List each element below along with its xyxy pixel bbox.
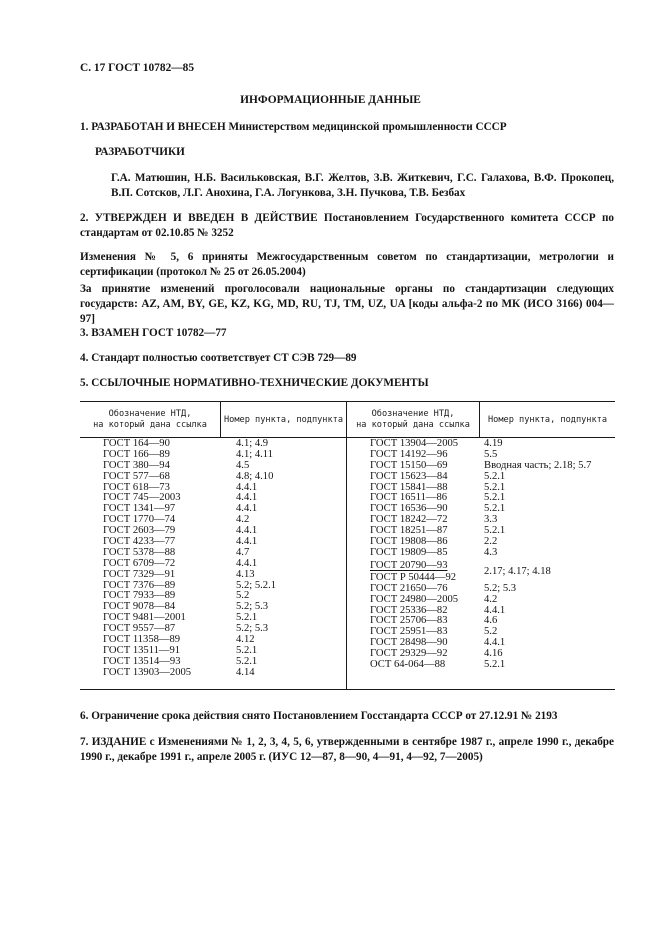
table-cell: 4.1; 4.11 — [236, 448, 273, 460]
table-cell: 5.2.1 — [484, 525, 506, 537]
right-clause-column — [484, 439, 591, 671]
table-cell: ГОСТ 13511—91 — [103, 644, 181, 656]
section-number: 5. — [80, 377, 89, 389]
section-1 — [80, 121, 507, 133]
table-cell: 3.3 — [484, 514, 498, 526]
table-cell: ГОСТ 11358—89 — [103, 634, 181, 646]
table-cell: 4.16 — [484, 648, 503, 660]
table-cell: ГОСТ 13903—2005 — [103, 666, 192, 678]
section-number: 1. — [80, 121, 89, 133]
section-number: 7. — [80, 736, 89, 748]
header-designation-right: Обозначение НТД, на который дана ссылка — [356, 409, 470, 430]
left-designation-column — [103, 439, 191, 679]
table-cell: 4.3 — [484, 546, 498, 558]
table-cell: 4.4.1 — [484, 604, 506, 616]
table-cell: 4.4.1 — [236, 481, 258, 493]
section-lead: РАЗРАБОТАН И ВНЕСЕН — [91, 121, 226, 133]
section-5 — [80, 377, 429, 389]
table-cell: ГОСТ 7376—89 — [103, 579, 176, 591]
table-cell: ГОСТ 6709—72 — [103, 557, 176, 569]
center-rule — [346, 401, 347, 690]
section-text: Постановлением Государственного комитета СССР по стандартам от 02.10.85 № 3252 — [80, 212, 614, 239]
page-header: С. 17 ГОСТ 10782—85 — [80, 62, 195, 74]
table-cell: ГОСТ 18251—87 — [370, 525, 448, 537]
left-clause-column — [236, 439, 276, 679]
table-cell: 4.8; 4.10 — [236, 470, 274, 482]
reference-table — [80, 401, 615, 690]
table-cell: 4.4.1 — [484, 637, 506, 649]
table-cell: 5.2.1 — [236, 655, 258, 667]
table-cell: ГОСТ 16511—86 — [370, 492, 448, 504]
table-cell: 4.14 — [236, 666, 255, 678]
developers-title: РАЗРАБОТЧИКИ — [95, 146, 185, 158]
table-cell: ГОСТ 9557—87 — [103, 623, 176, 635]
table-cell: 5.2.1 — [484, 481, 506, 493]
table-cell: ГОСТ 19808—86 — [370, 536, 448, 548]
table-cell: ГОСТ 164—90 — [103, 438, 170, 449]
table-cell: 4.2 — [236, 514, 250, 526]
changes-note: Изменения № 5, 6 приняты Межгосударственным советом по стандартизации, метрологии и сертификации (протокол № 25 от 26.05.2004) — [80, 251, 614, 278]
table-cell: 5.2.1 — [236, 612, 258, 624]
table-cell: ГОСТ 577—68 — [103, 470, 170, 482]
table-cell: 5.2 — [236, 590, 250, 602]
table-cell: ГОСТ 14192—96 — [370, 448, 448, 460]
table-cell: 4.4.1 — [236, 536, 258, 548]
table-cell: 4.2 — [484, 593, 498, 605]
section-text: Стандарт полностью соответствует СТ СЭВ 729—89 — [91, 352, 357, 364]
table-cell: 4.5 — [236, 459, 250, 471]
table-cell: ГОСТ 13514—93 — [103, 655, 181, 667]
section-text: Ограничение срока действия снято Постановлением Госстандарта СССР от 27.12.91 № 2193 — [91, 710, 558, 722]
table-cell: 5.2; 5.2.1 — [236, 579, 277, 591]
table-cell: 2.2 — [484, 536, 498, 548]
table-cell: ГОСТ 15150—69 — [370, 459, 448, 471]
table-cell: ГОСТ 4233—77 — [103, 536, 176, 548]
right-designation-column — [370, 439, 458, 671]
table-cell: 4.12 — [236, 634, 255, 646]
table-cell: 5.2 — [484, 626, 498, 638]
table-cell: 4.7 — [236, 546, 250, 558]
section-2 — [80, 211, 614, 241]
table-cell: 5.2; 5.3 — [484, 582, 517, 594]
header-designation-left: Обозначение НТД, на который дана ссылка — [93, 409, 207, 430]
table-cell: 4.19 — [484, 438, 503, 449]
table-bottom-rule — [80, 689, 615, 690]
table-cell-merged: 2.17; 4.17; 4.18 — [484, 565, 551, 577]
table-cell: ГОСТ 21650—76 — [370, 582, 448, 594]
table-cell: 4.4.1 — [236, 525, 258, 537]
table-cell: 4.1; 4.9 — [236, 438, 269, 449]
table-cell: ГОСТ 19809—85 — [370, 546, 448, 558]
table-cell: ГОСТ 16536—90 — [370, 503, 448, 515]
table-top-rule — [80, 401, 615, 402]
table-cell: 5.2; 5.3 — [236, 623, 269, 635]
header-clause-left: Номер пункта, подпункта — [224, 415, 343, 425]
table-cell: ГОСТ 5378—88 — [103, 546, 176, 558]
table-cell: Вводная часть; 2.18; 5.7 — [484, 459, 592, 471]
document-title: ИНФОРМАЦИОННЫЕ ДАННЫЕ — [240, 94, 421, 106]
table-cell: ГОСТ 1770—74 — [103, 514, 176, 526]
table-cell: ГОСТ 20790—93 — [370, 559, 448, 571]
table-cell: 4.4.1 — [236, 557, 258, 569]
table-cell: ГОСТ 18242—72 — [370, 514, 448, 526]
table-cell: ГОСТ 618—73 — [103, 481, 170, 493]
table-cell: 5.2.1 — [484, 492, 506, 504]
section-number: 2. — [80, 212, 89, 224]
table-cell: 4.13 — [236, 568, 255, 580]
section-number: 6. — [80, 710, 89, 722]
voting-note: За принятие изменений проголосовали национальные органы по стандартизации следующих государств: AZ, AM, BY, GE, KZ, KG, MD, RU, TJ, TM, UZ, UA [коды альфа-2 по МК (ИСО 3166) 004—97] — [80, 283, 614, 325]
table-cell: ГОСТ 7329—91 — [103, 568, 176, 580]
table-cell: 4.6 — [484, 615, 498, 627]
table-cell: ГОСТ 25336—82 — [370, 604, 448, 616]
table-cell: 4.4.1 — [236, 503, 258, 515]
table-cell: ГОСТ 25951—83 — [370, 626, 448, 638]
table-cell: ГОСТ 7933—89 — [103, 590, 176, 602]
section-text: ССЫЛОЧНЫЕ НОРМАТИВНО-ТЕХНИЧЕСКИЕ ДОКУМЕНТЫ — [91, 377, 429, 389]
table-cell: ГОСТ 15841—88 — [370, 481, 448, 493]
table-cell: ГОСТ 15623—84 — [370, 470, 448, 482]
table-cell: ГОСТ 28498—90 — [370, 637, 448, 649]
section-number: 3. — [80, 327, 89, 339]
table-cell: ГОСТ 25706—83 — [370, 615, 448, 627]
section-lead: УТВЕРЖДЕН И ВВЕДЕН В ДЕЙСТВИЕ — [94, 212, 318, 224]
section-text: Министерством медицинской промышленности СССР — [228, 121, 507, 133]
developers-list: Г.А. Матюшин, Н.Б. Васильковская, В.Г. Желтов, З.В. Житкевич, Г.С. Галахова, В.Ф. Прокопец, В.П. Сотсков, Л.Г. Анохина, Г.А. Логункова, З.Н. Пучкова, Т.В. Безбах — [111, 172, 614, 199]
table-cell: ГОСТ 9481—2001 — [103, 612, 186, 624]
section-7 — [80, 735, 614, 765]
section-3 — [80, 327, 227, 339]
table-cell: ГОСТ 24980—2005 — [370, 593, 459, 605]
table-cell: 5.2.1 — [236, 644, 258, 656]
table-cell: ГОСТ 380—94 — [103, 459, 170, 471]
section-text: с Изменениями № 1, 2, 3, 4, 5, 6, утвержденными в сентябре 1987 г., апреле 1990 г., декабре 1990 г., декабре 1991 г., апреле 2005 г. (ИУС 12—87, 8—90, 4—91, 4—92, 7—2005) — [80, 736, 614, 763]
table-cell: 4.4.1 — [236, 492, 258, 504]
header-clause-right: Номер пункта, подпункта — [488, 415, 607, 425]
section-4 — [80, 352, 357, 364]
table-cell: 5.2.1 — [484, 503, 506, 515]
section-lead: ИЗДАНИЕ — [91, 736, 147, 748]
table-cell: ГОСТ 2603—79 — [103, 525, 176, 537]
table-cell: ГОСТ 9078—84 — [103, 601, 176, 613]
table-cell: ГОСТ 1341—97 — [103, 503, 176, 515]
table-cell: 5.2; 5.3 — [236, 601, 269, 613]
table-cell: ГОСТ 745—2003 — [103, 492, 181, 504]
table-cell: 5.2.1 — [484, 470, 506, 482]
section-6 — [80, 710, 557, 722]
table-cell: ГОСТ Р 50444—92 — [370, 571, 457, 583]
section-text: ВЗАМЕН ГОСТ 10782—77 — [91, 327, 227, 339]
table-cell: 5.5 — [484, 448, 498, 460]
table-cell: ГОСТ 29329—92 — [370, 648, 448, 660]
table-cell: 5.2.1 — [484, 659, 506, 671]
table-cell: ГОСТ 166—89 — [103, 448, 170, 460]
table-cell: ГОСТ 13904—2005 — [370, 438, 459, 449]
section-number: 4. — [80, 352, 89, 364]
table-cell: ОСТ 64-064—88 — [370, 659, 446, 671]
